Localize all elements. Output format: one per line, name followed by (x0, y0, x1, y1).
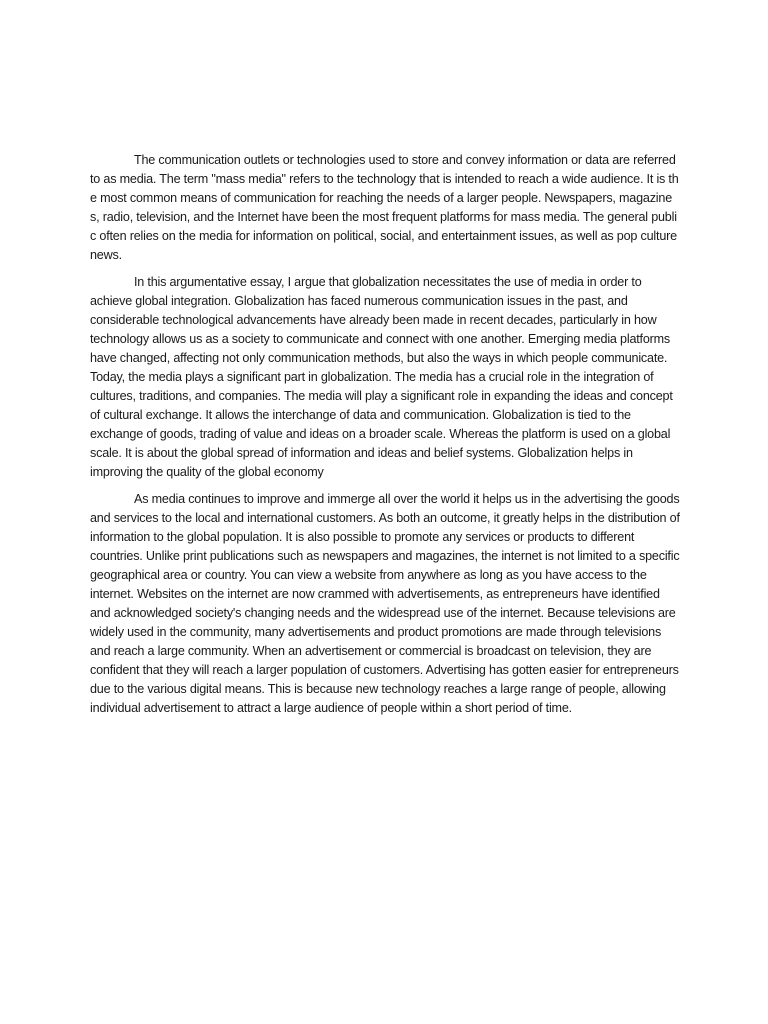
document-body (90, 151, 680, 726)
paragraph-1: The communication outlets or technologies used to store and convey information or data are referred to as media. The term "mass media" refers to the technology that is intended to reach a wide audience. It is the most common means of communication for reaching the needs of a larger people. Newspapers, magazines, radio, television, and the Internet have been the most frequent platforms for mass media. The general public often relies on the media for information on political, social, and entertainment issues, as well as pop culture news. (90, 153, 679, 262)
paragraph-2: In this argumentative essay, I argue that globalization necessitates the use of media in order to achieve global integration. Globalization has faced numerous communication issues in the past, and considerable technological advancements have already been made in recent decades, particularly in how technology allows us as a society to communicate and connect with one another. Emerging media platforms have changed, affecting not only communication methods, but also the ways in which people communicate. Today, the media plays a significant part in globalization. The media has a crucial role in the integration of cultures, traditions, and companies. The media will play a significant role in expanding the ideas and concept of cultural exchange. It allows the interchange of data and communication. Globalization is tied to the exchange of goods, trading of value and ideas on a broader scale. Whereas the platform is used on a global scale. It is about the global spread of information and ideas and belief systems. Globalization helps in improving the quality of the global economy (90, 275, 673, 479)
paragraph-3: As media continues to improve and immerge all over the world it helps us in the advertising the goods and services to the local and international customers. As both an outcome, it greatly helps in the distribution of information to the global population. It is also possible to promote any services or products to different countries. Unlike print publications such as newspapers and magazines, the internet is not limited to a specific geographical area or country. You can view a website from anywhere as long as you have access to the internet. Websites on the internet are now crammed with advertisements, as entrepreneurs have identified and acknowledged society's changing needs and the widespread use of the internet. Because televisions are widely used in the community, many advertisements and product promotions are made through televisions and reach a large community. When an advertisement or commercial is broadcast on television, they are confident that they will reach a larger population of customers. Advertising has gotten easier for entrepreneurs due to the various digital means. This is because new technology reaches a large range of people, allowing individual advertisement to attract a large audience of people within a short period of time. (90, 492, 680, 715)
